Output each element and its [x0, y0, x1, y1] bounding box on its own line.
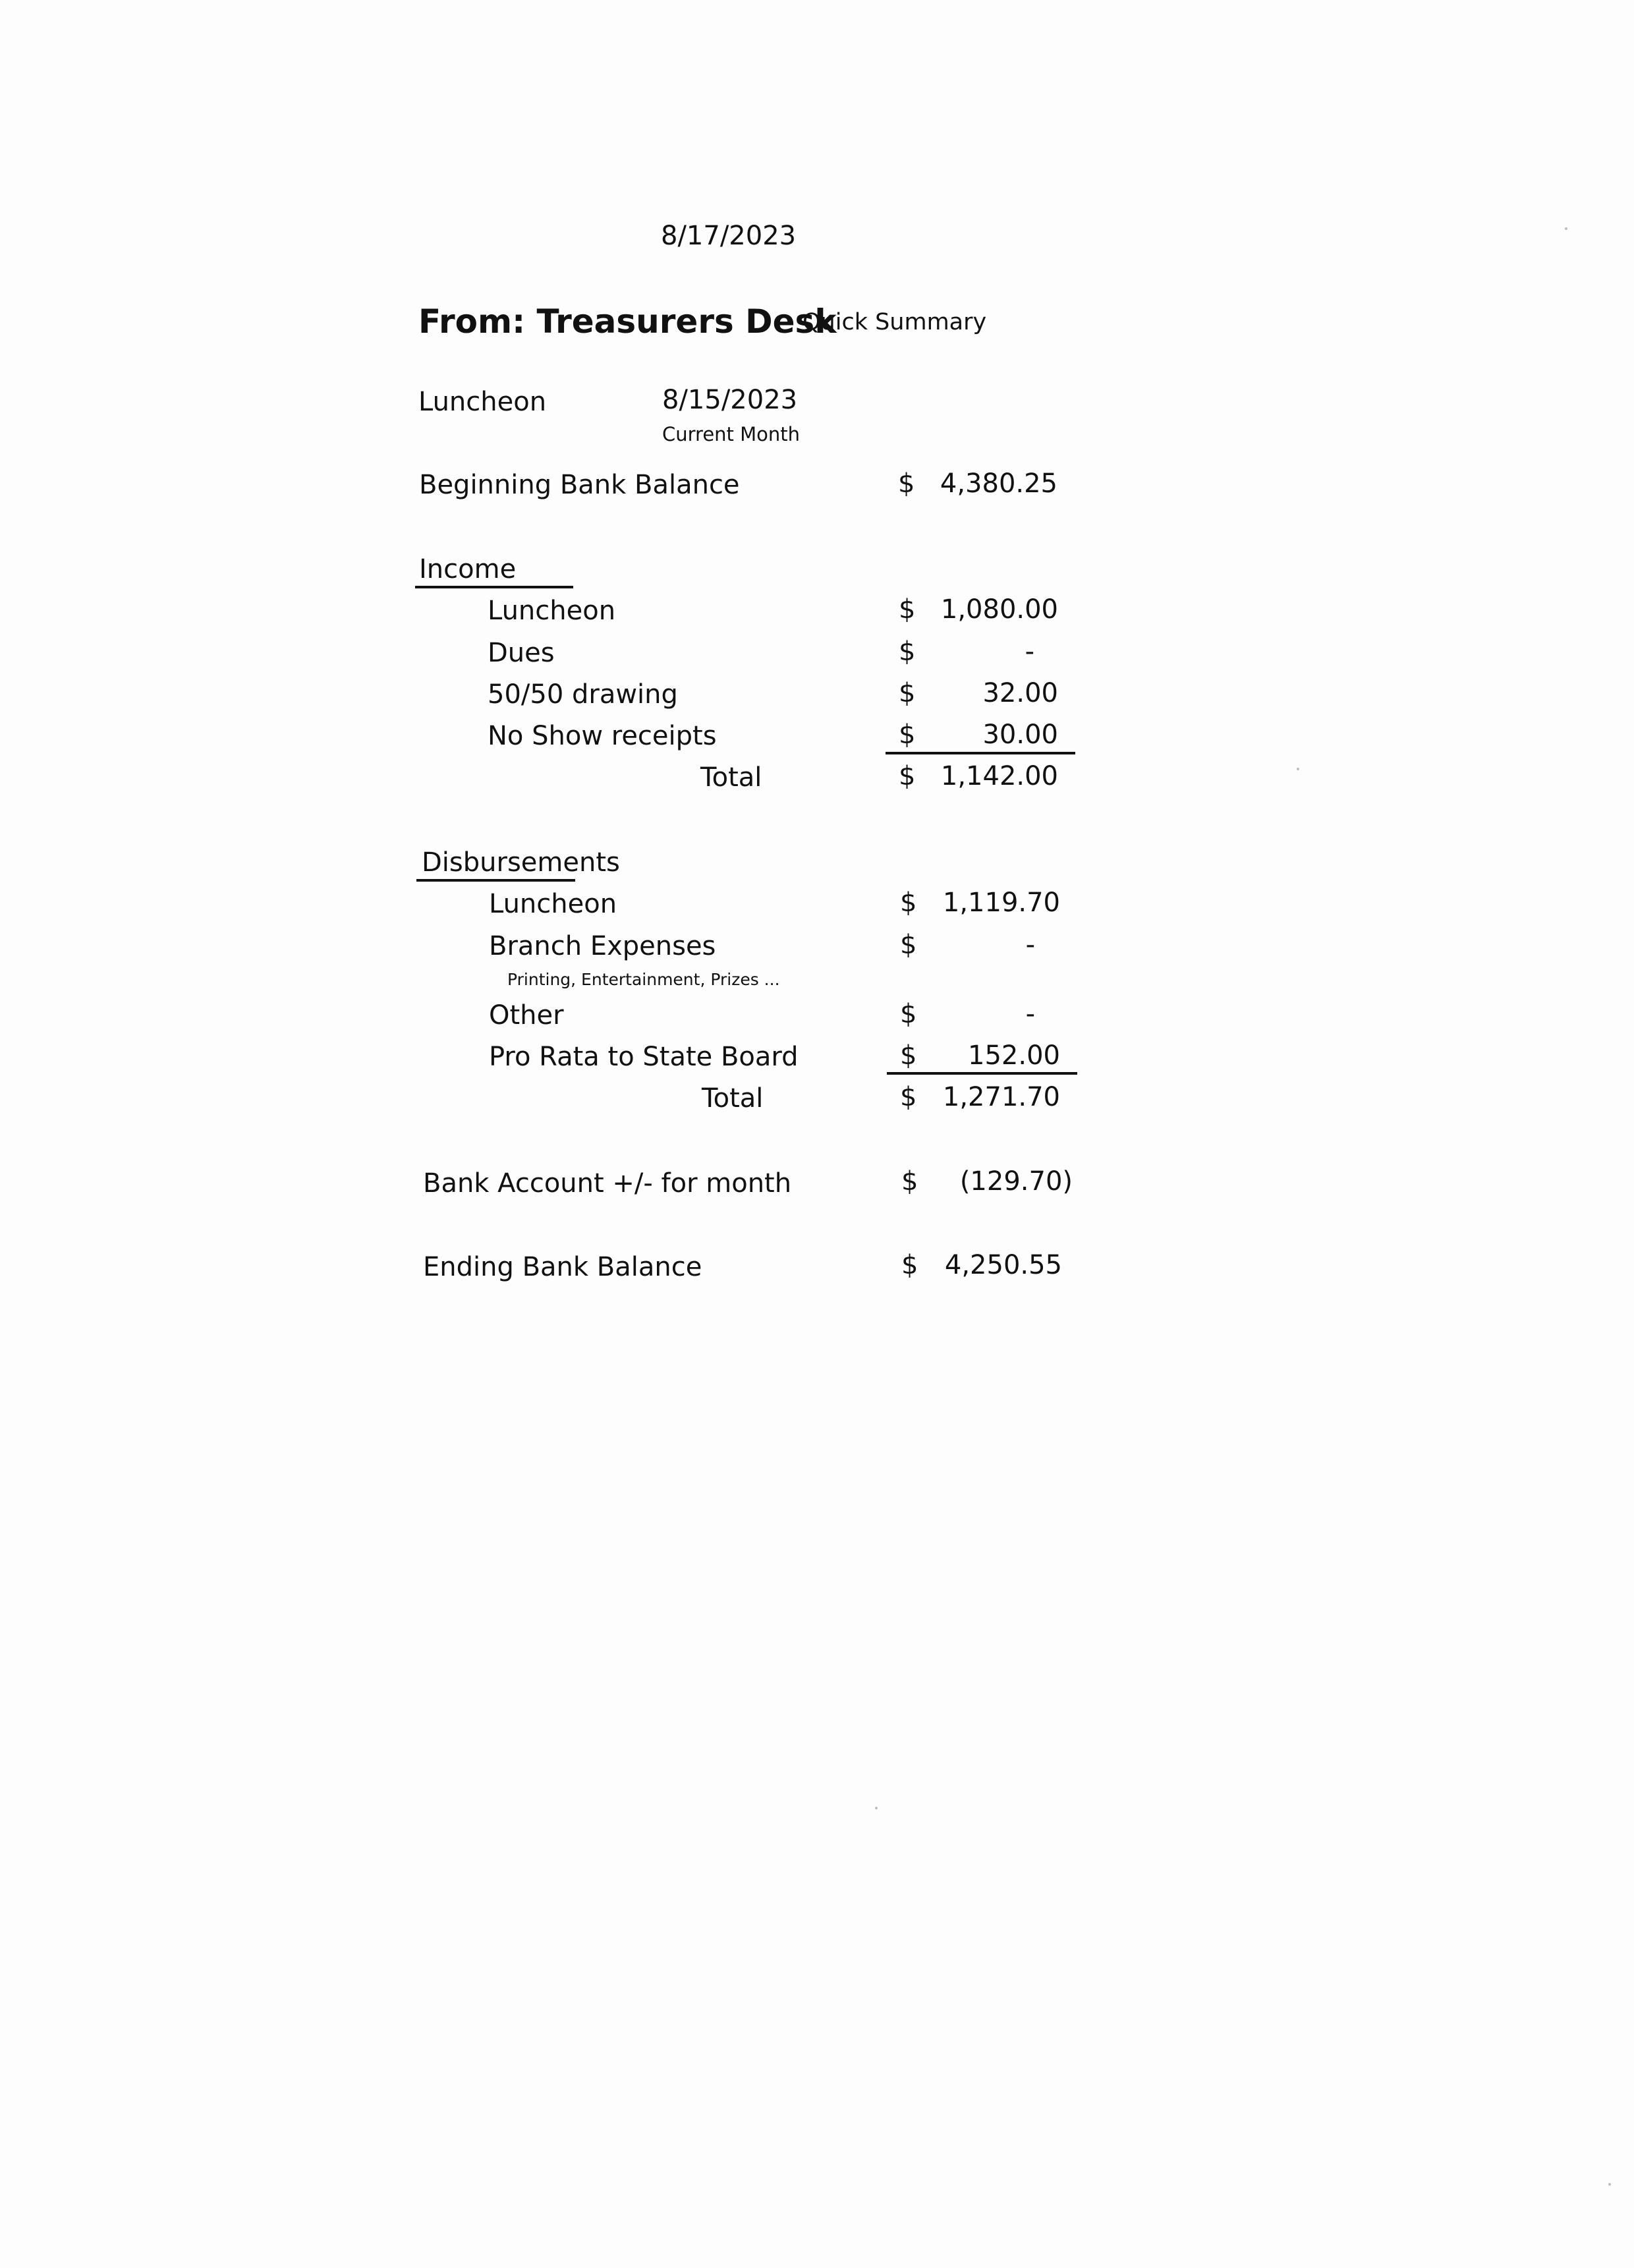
income-item-amount: -	[1025, 637, 1034, 667]
scan-speck	[1565, 227, 1567, 230]
ending-balance-amount: 4,250.55	[944, 1250, 1062, 1280]
disbursement-item-amount: -	[1025, 999, 1035, 1029]
scan-speck	[1608, 2183, 1611, 2186]
beginning-balance-label: Beginning Bank Balance	[419, 470, 740, 500]
luncheon-date: 8/15/2023	[662, 385, 798, 415]
disbursement-item-amount: -	[1025, 930, 1035, 960]
disbursement-item-currency: $	[900, 930, 917, 960]
scan-speck	[875, 1807, 878, 1809]
income-item-label: No Show receipts	[488, 721, 717, 751]
monthly-change-label: Bank Account +/- for month	[423, 1168, 792, 1199]
page-subtitle: Quick Summary	[803, 309, 987, 335]
luncheon-label: Luncheon	[418, 387, 547, 417]
disbursement-item-amount: 152.00	[968, 1040, 1060, 1071]
beginning-balance-amount: 4,380.25	[940, 468, 1057, 499]
income-item-currency: $	[899, 594, 916, 625]
disbursement-item-label: Pro Rata to State Board	[489, 1042, 799, 1072]
income-total-amount: 1,142.00	[940, 761, 1058, 791]
income-item-amount: 32.00	[982, 678, 1058, 708]
income-total-currency: $	[899, 761, 916, 791]
income-heading: Income	[419, 554, 517, 584]
disbursement-item-currency: $	[900, 888, 917, 918]
income-total-rule	[886, 752, 1075, 754]
disbursements-total-rule	[887, 1072, 1077, 1075]
disbursement-item-label: Other	[489, 1000, 564, 1031]
income-item-currency: $	[899, 720, 916, 750]
disbursement-item-note: Printing, Entertainment, Prizes ...	[507, 970, 780, 989]
monthly-change-currency: $	[901, 1166, 918, 1197]
disbursement-item-currency: $	[900, 999, 917, 1029]
income-item-label: 50/50 drawing	[488, 679, 678, 710]
report-date: 8/17/2023	[661, 221, 797, 251]
disbursement-item-currency: $	[900, 1040, 917, 1071]
ending-balance-label: Ending Bank Balance	[423, 1252, 702, 1282]
disbursement-item-label: Branch Expenses	[489, 931, 716, 961]
disbursements-total-label: Total	[702, 1083, 764, 1114]
income-item-label: Luncheon	[488, 596, 616, 626]
period-label: Current Month	[662, 423, 801, 445]
beginning-balance-currency: $	[898, 468, 915, 499]
ending-balance-currency: $	[901, 1250, 918, 1280]
disbursement-item-amount: 1,119.70	[942, 888, 1060, 918]
income-total-label: Total	[700, 762, 762, 793]
income-item-amount: 30.00	[982, 720, 1058, 750]
monthly-change-amount: (129.70)	[959, 1166, 1073, 1197]
income-item-amount: 1,080.00	[940, 594, 1058, 625]
disbursements-heading-underline	[416, 879, 575, 882]
page-title: From: Treasurers Desk	[418, 302, 837, 341]
disbursements-heading: Disbursements	[422, 847, 620, 878]
scan-speck	[1297, 768, 1299, 770]
disbursements-total-currency: $	[900, 1082, 917, 1112]
disbursement-item-label: Luncheon	[489, 889, 617, 919]
income-item-currency: $	[899, 637, 916, 667]
income-item-label: Dues	[488, 638, 555, 668]
income-item-currency: $	[899, 678, 916, 708]
income-heading-underline	[415, 586, 573, 588]
disbursements-total-amount: 1,271.70	[942, 1082, 1060, 1112]
